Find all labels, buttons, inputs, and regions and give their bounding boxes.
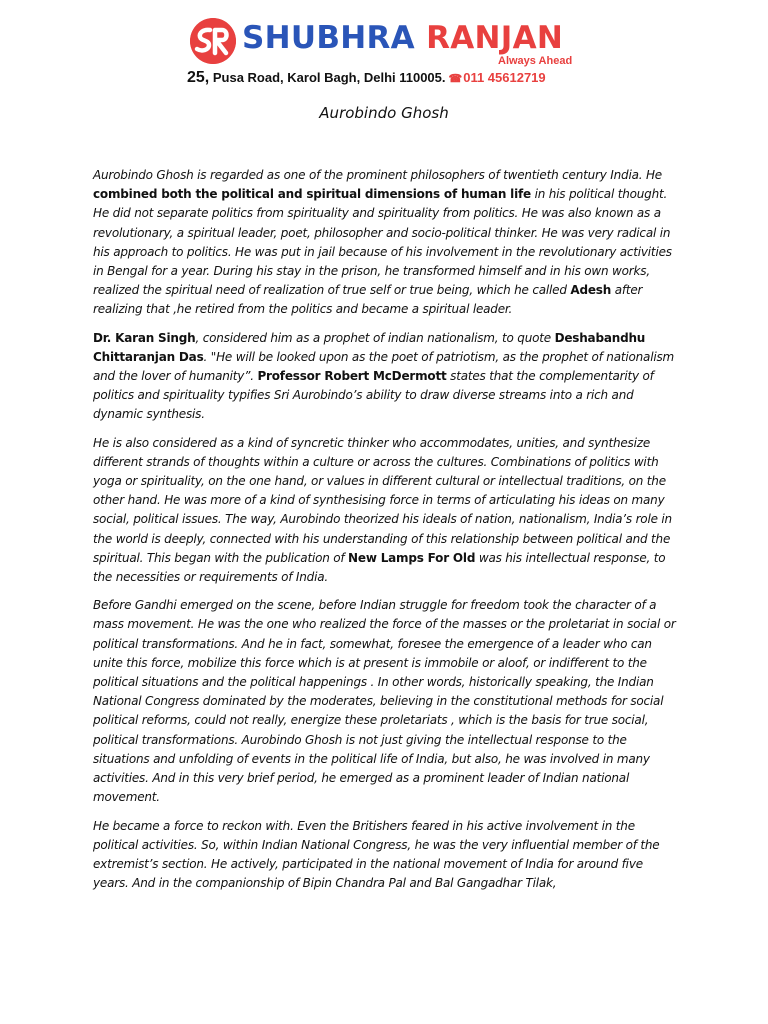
body-paragraph [93,329,678,425]
letterhead [0,14,768,94]
address-text: Pusa Road, Karol Bagh, Delhi 110005. [209,70,446,85]
paragraph-text: states that the complementarity of politics and spirituality typifies Sri Aurobindo’s ability to draw diverse streams into a rich and dynamic synthesis. [93,369,654,422]
emphasis-text: Deshabandhu Chittaranjan Das [93,330,646,364]
sr-logo-icon [190,18,236,64]
body-paragraph [93,596,678,807]
brand-first-word: SHUBHRA [242,20,415,56]
tagline: Always Ahead [498,55,573,67]
document-body [93,166,678,902]
paragraph-text: , considered him as a prophet of indian nationalism, to quote [195,330,555,345]
body-paragraph [93,817,678,894]
paragraph-text: He is also considered as a kind of syncretic thinker who accommodates, unities, and synthesize different strands of thoughts within a culture or across the cultures. Combinations of politics with yoga or spirituality, on the one hand, or values in different cultural or intellectual traditions, on the other hand. He was more of a kind of synthesising force in terms of articulating his ideas on many social, political issues. The way, Aurobindo theorized his ideals of nation, nationalism, India’s role in the world is deeply, connected with his understanding of this relationship between political and the spiritual. This began with the publication of [93,435,672,565]
address-number: 25, [187,69,210,86]
body-paragraph [93,434,678,588]
body-paragraph [93,166,678,320]
emphasis-text: Dr. Karan Singh [93,330,196,345]
paragraph-text: . "He will be looked upon as the poet of patriotism, as the prophet of nationalism and the lover of humanity”. [93,349,675,384]
paragraph-text: Before Gandhi emerged on the scene, before Indian struggle for freedom took the character of a mass movement. He was the one who realized the force of the masses or the proletariat in social or political transformations. And he in fact, somewhat, foresee the emergence of a leader who can unite this force, mobilize this force which is at present is immobile or aloof, or indifferent to the political situations and the political happenings . In other words, historically speaking, the Indian National Congress dominated by the moderates, believing in the constitutional methods for social political reforms, could not really, energize these proletariats , which is the basis for true social, political transformations. Aurobindo Ghosh is not just giving the intellectual response to the situations and unfolding of events in the political life of India, but also, he was involved in many activities. And in this very brief period, he emerged as a prominent leader of Indian national movement. [93,598,676,805]
address-line [187,69,546,88]
paragraph-text: was his intellectual response, to the necessities or requirements of India. [93,550,666,585]
emphasis-text: New Lamps For Old [348,550,476,565]
emphasis-text: Professor Robert McDermott [257,369,447,384]
document-title: Aurobindo Ghosh [319,104,449,122]
brand-name [242,16,563,60]
paragraph-text: Aurobindo Ghosh is regarded as one of the prominent philosophers of twentieth century India. He [93,168,662,182]
emphasis-text: Adesh [570,283,612,298]
brand-second-word: RANJAN [426,20,564,56]
phone-icon: ☎ [448,73,463,85]
paragraph-text: in his political thought. He did not separate politics from spirituality and spirituality from politics. He was also known as a revolutionary, a spiritual leader, poet, philosopher and socio-political thinker. He was very radical in his approach to politics. He was put in jail because of his involvement in the revolutionary activities in Bengal for a year. During his stay in the prison, he transformed himself and in his own works, realized the spiritual need of realization of true self or true being, which he called [93,187,672,298]
phone-number: 011 45612719 [463,70,546,85]
paragraph-text: after realizing that ,he retired from the politics and became a spiritual leader. [93,283,643,317]
paragraph-text: He became a force to reckon with. Even the Britishers feared in his active involvement in the political activities. So, within Indian National Congress, he was the very influential member of the extremist’s section. He actively, participated in the national movement of India for around five years. And in the companionship of Bipin Chandra Pal and Bal Gangadhar Tilak, [93,818,660,891]
emphasis-text: combined both the political and spiritual dimensions of human life [93,187,531,202]
